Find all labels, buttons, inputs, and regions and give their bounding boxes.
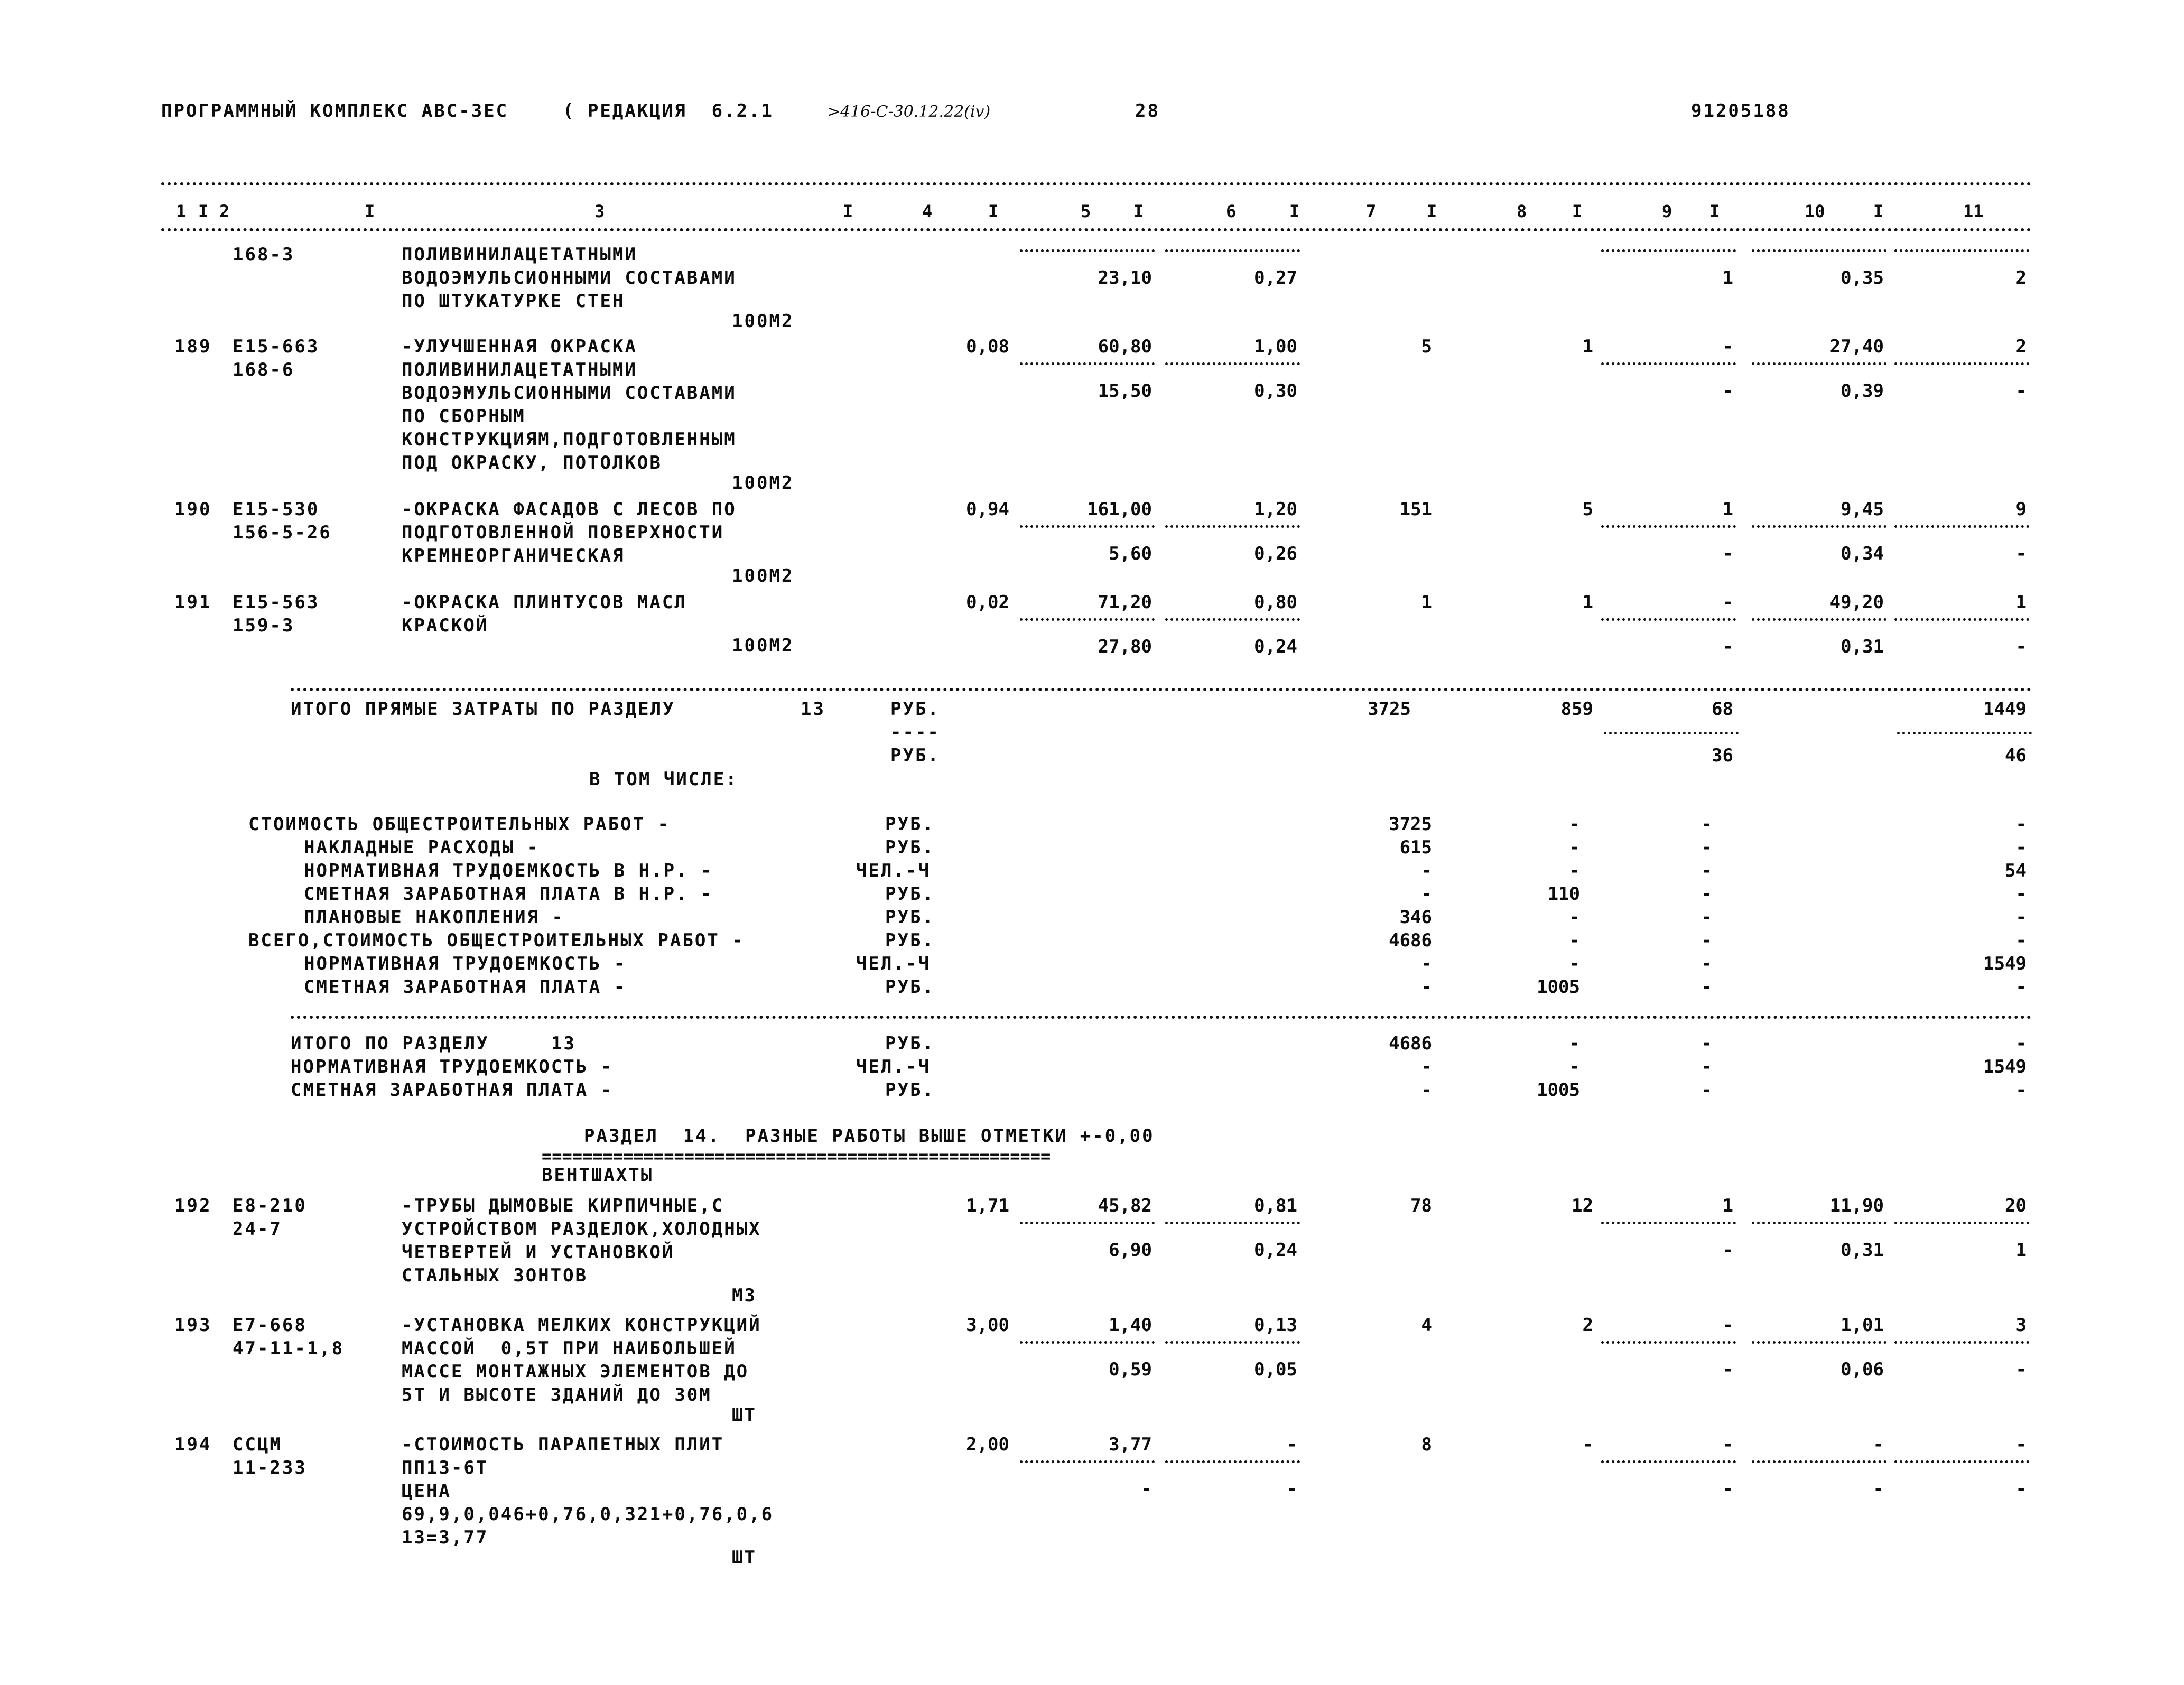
row-c11a: - [2015, 1434, 2027, 1455]
row-c9b: 1 [1722, 267, 1733, 288]
row-description-line: ВОДОЭМУЛЬСИОННЫМИ СОСТАВАМИ [402, 383, 737, 404]
row-rule-c5 [1020, 618, 1155, 621]
v-tom-chisle: В ТОМ ЧИСЛЕ: [589, 769, 738, 790]
row-rule-c11 [1894, 1460, 2029, 1463]
breakdown-c7: - [1421, 883, 1432, 905]
row-rule-c9 [1601, 1222, 1736, 1224]
breakdown-c9: - [1701, 907, 1712, 928]
row-c9b: - [1722, 1240, 1733, 1261]
row-c11a: 20 [2005, 1195, 2027, 1216]
row-rule-c9 [1601, 362, 1736, 365]
row-c9a: - [1722, 592, 1733, 613]
breakdown-label: СТОИМОСТЬ ОБЩЕСТРОИТЕЛЬНЫХ РАБОТ - [248, 814, 670, 835]
section-total-label: ИТОГО ПО РАЗДЕЛУ 13 [291, 1033, 576, 1054]
row-code-b: 24-7 [233, 1218, 282, 1240]
row-c6a: 1,00 [1254, 336, 1297, 357]
row-c5b: 27,80 [1098, 636, 1152, 657]
row-rule-c5 [1020, 1460, 1155, 1463]
row-rule-c5 [1020, 1341, 1155, 1344]
column-header-9: 9 [1662, 201, 1672, 221]
breakdown-c11: - [2015, 814, 2027, 835]
section-total-c11: 1549 [1983, 1056, 2027, 1077]
row-rule-c5 [1020, 362, 1155, 365]
row-c11b: - [2015, 636, 2027, 657]
handwritten-note: >416-С-30.12.22(iv) [827, 103, 991, 121]
row-c9a: - [1722, 336, 1733, 357]
itogo-c11: 1449 [1983, 699, 2027, 720]
row-c8: 12 [1572, 1195, 1593, 1216]
row-unit: М3 [732, 1285, 757, 1306]
row-c5b: - [1141, 1478, 1152, 1500]
row-rule-c9 [1601, 249, 1736, 252]
row-description-line: ПОД ОКРАСКУ, ПОТОЛКОВ [402, 452, 662, 473]
row-c10a: 9,45 [1841, 499, 1884, 520]
row-c4: 0,94 [966, 499, 1009, 520]
row-code-a: Е15-663 [233, 336, 320, 357]
breakdown-c7: 346 [1399, 907, 1432, 928]
section-total-c8: - [1569, 1033, 1580, 1054]
row-c11a: 3 [2015, 1315, 2027, 1336]
row-description-line: ЧЕТВЕРТЕЙ И УСТАНОВКОЙ [402, 1242, 675, 1263]
row-c4: 0,08 [966, 336, 1009, 357]
row-c7: 1 [1421, 592, 1432, 613]
row-c6a: - [1286, 1434, 1297, 1455]
breakdown-c9: - [1701, 953, 1712, 974]
breakdown-label: ВСЕГО,СТОИМОСТЬ ОБЩЕСТРОИТЕЛЬНЫХ РАБОТ - [248, 930, 745, 951]
row-description-line: ПП13-6Т [402, 1457, 489, 1478]
row-description-line: ЦЕНА [402, 1481, 451, 1502]
row-c5b: 6,90 [1109, 1240, 1152, 1261]
row-c9a: - [1722, 1315, 1733, 1336]
row-code-b: 168-6 [233, 359, 295, 380]
column-header-5: 5 [1081, 201, 1091, 221]
section-total-border [291, 1016, 2032, 1019]
row-number: 190 [174, 499, 212, 520]
row-rule-c10 [1752, 525, 1886, 528]
row-c11b: - [2015, 1359, 2027, 1380]
row-c10b: - [1873, 1478, 1884, 1500]
row-c10b: 0,35 [1841, 267, 1884, 288]
row-number: 189 [174, 336, 212, 357]
breakdown-c9: - [1701, 860, 1712, 881]
row-rule-c11 [1894, 1222, 2029, 1224]
row-c6b: 0,27 [1254, 267, 1297, 288]
row-rule-c11 [1894, 362, 2029, 365]
row-description-line: МАССЕ МОНТАЖНЫХ ЭЛЕМЕНТОВ ДО [402, 1361, 749, 1382]
breakdown-unit: РУБ. [885, 883, 935, 905]
section-total-c11: - [2015, 1033, 2027, 1054]
row-c9b: - [1722, 380, 1733, 402]
row-rule-c10 [1752, 1460, 1886, 1463]
section-total-c7: - [1421, 1056, 1432, 1077]
section-14-title: РАЗДЕЛ 14. РАЗНЫЕ РАБОТЫ ВЫШЕ ОТМЕТКИ +-0,00 [584, 1125, 1155, 1147]
row-c9b: - [1722, 636, 1733, 657]
row-c4: 3,00 [966, 1315, 1009, 1336]
column-divider: I [843, 201, 853, 221]
row-description-line: ПО СБОРНЫМ [402, 406, 526, 427]
breakdown-c7: - [1421, 860, 1432, 881]
column-header-4: 4 [922, 201, 933, 221]
row-c5b: 23,10 [1098, 267, 1152, 288]
row-code-b: 156-5-26 [233, 522, 332, 543]
row-rule-c10 [1752, 1222, 1886, 1224]
column-header-border [161, 228, 2032, 231]
row-c10b: 0,39 [1841, 380, 1884, 402]
row-unit: ШТ [732, 1404, 757, 1426]
row-c10b: 0,34 [1841, 543, 1884, 564]
row-c9a: - [1722, 1434, 1733, 1455]
breakdown-label: СМЕТНАЯ ЗАРАБОТНАЯ ПЛАТА - [304, 976, 627, 998]
row-c9a: 1 [1722, 499, 1733, 520]
row-c5a: 3,77 [1109, 1434, 1152, 1455]
row-rule-c10 [1752, 1341, 1886, 1344]
row-description-line: -УЛУЧШЕННАЯ ОКРАСКА [402, 336, 637, 357]
breakdown-unit: ЧЕЛ.-Ч [856, 860, 931, 881]
breakdown-c11: 54 [2005, 860, 2027, 881]
row-c5b: 5,60 [1109, 543, 1152, 564]
row-c5a: 60,80 [1098, 336, 1152, 357]
row-c8: - [1582, 1434, 1593, 1455]
row-rule-c6 [1165, 249, 1300, 252]
itogo-dashes: ---- [890, 722, 940, 743]
breakdown-c11: - [2015, 907, 2027, 928]
row-c11b: 1 [2015, 1240, 2027, 1261]
itogo-c8: 859 [1560, 699, 1593, 720]
row-number: 191 [174, 592, 212, 613]
section-total-label: НОРМАТИВНАЯ ТРУДОЕМКОСТЬ - [291, 1056, 614, 1077]
breakdown-c11: - [2015, 976, 2027, 998]
itogo-c9b: 36 [1712, 745, 1733, 766]
row-code-b: 159-3 [233, 615, 295, 636]
breakdown-unit: РУБ. [885, 930, 935, 951]
breakdown-c9: - [1701, 837, 1712, 858]
row-c10a: 11,90 [1829, 1195, 1884, 1216]
row-c7: 4 [1421, 1315, 1432, 1336]
row-rule-c6 [1165, 1222, 1300, 1224]
row-description-line: -УСТАНОВКА МЕЛКИХ КОНСТРУКЦИЙ [402, 1315, 761, 1336]
row-description-line: ВОДОЭМУЛЬСИОННЫМИ СОСТАВАМИ [402, 267, 737, 288]
column-header-2: 2 [219, 201, 230, 221]
edition-label: ( РЕДАКЦИЯ 6.2.1 [563, 100, 774, 122]
row-c11b: - [2015, 543, 2027, 564]
row-rule-c9 [1601, 1341, 1736, 1344]
breakdown-unit: ЧЕЛ.-Ч [856, 953, 931, 974]
section-14-underline: ================================================== [542, 1146, 1051, 1166]
row-c6b: 0,24 [1254, 636, 1297, 657]
row-rule-c9 [1601, 1460, 1736, 1463]
row-description-line: -ОКРАСКА ФАСАДОВ С ЛЕСОВ ПО [402, 499, 737, 520]
row-number: 192 [174, 1195, 212, 1216]
breakdown-c7: 4686 [1389, 930, 1432, 951]
column-header-10: 10 [1805, 201, 1825, 221]
row-rule-c9 [1601, 618, 1736, 621]
breakdown-label: ПЛАНОВЫЕ НАКОПЛЕНИЯ - [304, 907, 564, 928]
breakdown-c9: - [1701, 976, 1712, 998]
row-c6b: 0,24 [1254, 1240, 1297, 1261]
row-description-line: УСТРОЙСТВОМ РАЗДЕЛОК,ХОЛОДНЫХ [402, 1218, 761, 1240]
itogo-c7: 3725 [1368, 699, 1411, 720]
row-rule-c6 [1165, 1341, 1300, 1344]
program-title: ПРОГРАММНЫЙ КОМПЛЕКС АВС-ЗЕС [161, 100, 509, 122]
column-divider: I [1572, 201, 1583, 221]
section-total-unit: РУБ. [885, 1033, 935, 1054]
breakdown-c7: 615 [1399, 837, 1432, 858]
breakdown-unit: РУБ. [885, 814, 935, 835]
breakdown-c8: - [1569, 814, 1580, 835]
row-code-a: Е8-210 [233, 1195, 307, 1216]
column-divider: I [198, 201, 209, 221]
breakdown-label: НОРМАТИВНАЯ ТРУДОЕМКОСТЬ - [304, 953, 627, 974]
row-rule-c5 [1020, 1222, 1155, 1224]
row-description-line: -ОКРАСКА ПЛИНТУСОВ МАСЛ [402, 592, 687, 613]
row-rule-c5 [1020, 525, 1155, 528]
section-total-label: СМЕТНАЯ ЗАРАБОТНАЯ ПЛАТА - [291, 1079, 614, 1101]
breakdown-c8: - [1569, 860, 1580, 881]
section-total-unit: РУБ. [885, 1079, 935, 1101]
row-description-line: МАССОЙ 0,5Т ПРИ НАИБОЛЬШЕЙ [402, 1338, 737, 1359]
row-c6b: - [1286, 1478, 1297, 1500]
row-c10a: 27,40 [1829, 336, 1884, 357]
breakdown-unit: РУБ. [885, 837, 935, 858]
row-rule-c5 [1020, 249, 1155, 252]
row-c4: 1,71 [966, 1195, 1009, 1216]
breakdown-c8: - [1569, 837, 1580, 858]
section-total-c9: - [1701, 1056, 1712, 1077]
row-description-line: 5Т И ВЫСОТЕ ЗДАНИЙ ДО 30М [402, 1384, 712, 1405]
row-rule-c10 [1752, 362, 1886, 365]
row-c4: 0,02 [966, 592, 1009, 613]
row-description-line: ПОДГОТОВЛЕННОЙ ПОВЕРХНОСТИ [402, 522, 724, 543]
row-unit: ШТ [732, 1547, 757, 1568]
row-c10a: - [1873, 1434, 1884, 1455]
breakdown-c11: - [2015, 837, 2027, 858]
row-code-b: 168-3 [233, 244, 295, 265]
column-divider: I [988, 201, 999, 221]
row-c5a: 161,00 [1087, 499, 1152, 520]
row-description-line: 69,9,0,046+0,76,0,321+0,76,0,6 [402, 1504, 774, 1525]
row-c5a: 1,40 [1109, 1315, 1152, 1336]
row-description-line: -СТОИМОСТЬ ПАРАПЕТНЫХ ПЛИТ [402, 1434, 724, 1455]
row-c7: 151 [1399, 499, 1432, 520]
row-rule-c11 [1894, 1341, 2029, 1344]
column-header-6: 6 [1226, 201, 1237, 221]
row-description-line: ПОЛИВИНИЛАЦЕТАТНЫМИ [402, 359, 637, 380]
row-c9b: - [1722, 543, 1733, 564]
column-header-11: 11 [1963, 201, 1984, 221]
row-c11b: - [2015, 380, 2027, 402]
row-c11a: 2 [2015, 336, 2027, 357]
row-code-b: 47-11-1,8 [233, 1338, 345, 1359]
row-c9b: - [1722, 1478, 1733, 1500]
row-c10b: 0,06 [1841, 1359, 1884, 1380]
row-c4: 2,00 [966, 1434, 1009, 1455]
section-total-c11: - [2015, 1079, 2027, 1101]
row-c10a: 49,20 [1829, 592, 1884, 613]
row-code-a: ССЦМ [233, 1434, 282, 1455]
row-code-a: Е7-668 [233, 1315, 307, 1336]
column-divider: I [1873, 201, 1884, 221]
row-c8: 5 [1582, 499, 1593, 520]
totals-border [291, 688, 2032, 691]
breakdown-label: НОРМАТИВНАЯ ТРУДОЕМКОСТЬ В Н.Р. - [304, 860, 713, 881]
row-c6b: 0,26 [1254, 543, 1297, 564]
section-total-c7: 4686 [1389, 1033, 1432, 1054]
breakdown-unit: РУБ. [885, 976, 935, 998]
itogo-c9-rule [1604, 732, 1739, 734]
row-code-a: Е15-530 [233, 499, 320, 520]
row-description-line: КОНСТРУКЦИЯМ,ПОДГОТОВЛЕННЫМ [402, 429, 737, 450]
breakdown-c8: - [1569, 930, 1580, 951]
itogo-c9: 68 [1712, 699, 1733, 720]
row-c11a: 1 [2015, 592, 2027, 613]
row-rule-c11 [1894, 249, 2029, 252]
itogo-unit-1: РУБ. [890, 699, 940, 720]
row-c9a: 1 [1722, 1195, 1733, 1216]
itogo-section-number: 13 [801, 699, 825, 720]
row-c6a: 1,20 [1254, 499, 1297, 520]
breakdown-label: СМЕТНАЯ ЗАРАБОТНАЯ ПЛАТА В Н.Р. - [304, 883, 713, 905]
row-c9b: - [1722, 1359, 1733, 1380]
section-total-c8: 1005 [1537, 1079, 1580, 1101]
column-header-7: 7 [1366, 201, 1377, 221]
row-c11a: 9 [2015, 499, 2027, 520]
table-top-border [161, 182, 2032, 185]
document-number: 91205188 [1691, 100, 1790, 122]
breakdown-c7: - [1421, 953, 1432, 974]
row-c10b: 0,31 [1841, 636, 1884, 657]
breakdown-c8: 110 [1547, 883, 1580, 905]
row-c6b: 0,30 [1254, 380, 1297, 402]
row-description-line: КРАСКОЙ [402, 615, 489, 636]
row-c7: 8 [1421, 1434, 1432, 1455]
itogo-direct-label: ИТОГО ПРЯМЫЕ ЗАТРАТЫ ПО РАЗДЕЛУ [291, 699, 675, 720]
breakdown-c8: 1005 [1537, 976, 1580, 998]
row-c5b: 15,50 [1098, 380, 1152, 402]
row-description-line: СТАЛЬНЫХ ЗОНТОВ [402, 1265, 588, 1286]
row-description-line: ПО ШТУКАТУРКЕ СТЕН [402, 291, 625, 312]
itogo-c11-rule [1897, 732, 2032, 734]
column-divider: I [1427, 201, 1437, 221]
row-c6a: 0,80 [1254, 592, 1297, 613]
row-c10b: 0,31 [1841, 1240, 1884, 1261]
column-divider: I [1709, 201, 1720, 221]
row-c8: 1 [1582, 592, 1593, 613]
column-divider: I [365, 201, 375, 221]
breakdown-c9: - [1701, 814, 1712, 835]
row-c7: 5 [1421, 336, 1432, 357]
itogo-unit-2: РУБ. [890, 745, 940, 766]
row-c5a: 71,20 [1098, 592, 1152, 613]
row-unit: 100М2 [732, 472, 794, 494]
row-rule-c11 [1894, 525, 2029, 528]
section-total-c9: - [1701, 1033, 1712, 1054]
row-rule-c11 [1894, 618, 2029, 621]
breakdown-c7: 3725 [1389, 814, 1432, 835]
column-header-3: 3 [594, 201, 605, 221]
column-divider: I [1289, 201, 1300, 221]
breakdown-c11: - [2015, 883, 2027, 905]
row-rule-c6 [1165, 618, 1300, 621]
row-c5a: 45,82 [1098, 1195, 1152, 1216]
row-code-b: 11-233 [233, 1457, 307, 1478]
section-total-c7: - [1421, 1079, 1432, 1101]
row-rule-c6 [1165, 525, 1300, 528]
column-divider: I [1133, 201, 1144, 221]
row-c6a: 0,81 [1254, 1195, 1297, 1216]
breakdown-c11: - [2015, 930, 2027, 951]
page-number: 28 [1135, 100, 1160, 122]
breakdown-c9: - [1701, 883, 1712, 905]
section-total-unit: ЧЕЛ.-Ч [856, 1056, 931, 1077]
row-c10a: 1,01 [1841, 1315, 1884, 1336]
row-c11b: 2 [2015, 267, 2027, 288]
row-description-line: 13=3,77 [402, 1527, 489, 1548]
row-description-line: -ТРУБЫ ДЫМОВЫЕ КИРПИЧНЫЕ,С [402, 1195, 724, 1216]
row-c8: 1 [1582, 336, 1593, 357]
row-rule-c6 [1165, 1460, 1300, 1463]
row-description-line: КРЕМНЕОРГАНИЧЕСКАЯ [402, 545, 625, 566]
breakdown-label: НАКЛАДНЫЕ РАСХОДЫ - [304, 837, 540, 858]
breakdown-c9: - [1701, 930, 1712, 951]
row-unit: 100М2 [732, 311, 794, 332]
row-c6a: 0,13 [1254, 1315, 1297, 1336]
breakdown-c7: - [1421, 976, 1432, 998]
breakdown-unit: РУБ. [885, 907, 935, 928]
section-total-c8: - [1569, 1056, 1580, 1077]
column-header-8: 8 [1517, 201, 1527, 221]
row-rule-c10 [1752, 249, 1886, 252]
row-number: 193 [174, 1315, 212, 1336]
breakdown-c8: - [1569, 953, 1580, 974]
row-description-line: ПОЛИВИНИЛАЦЕТАТНЫМИ [402, 244, 637, 265]
section-14-subtitle: ВЕНТШАХТЫ [542, 1165, 654, 1186]
breakdown-c11: 1549 [1983, 953, 2027, 974]
row-c6b: 0,05 [1254, 1359, 1297, 1380]
section-total-c9: - [1701, 1079, 1712, 1101]
row-rule-c9 [1601, 525, 1736, 528]
itogo-c11b: 46 [2005, 745, 2027, 766]
row-c7: 78 [1410, 1195, 1432, 1216]
breakdown-c8: - [1569, 907, 1580, 928]
row-c8: 2 [1582, 1315, 1593, 1336]
row-c5b: 0,59 [1109, 1359, 1152, 1380]
row-unit: 100М2 [732, 635, 794, 656]
row-number: 194 [174, 1434, 212, 1455]
row-code-a: Е15-563 [233, 592, 320, 613]
row-rule-c6 [1165, 362, 1300, 365]
row-rule-c10 [1752, 618, 1886, 621]
column-header-1: 1 [176, 201, 187, 221]
row-unit: 100М2 [732, 565, 794, 587]
row-c11b: - [2015, 1478, 2027, 1500]
